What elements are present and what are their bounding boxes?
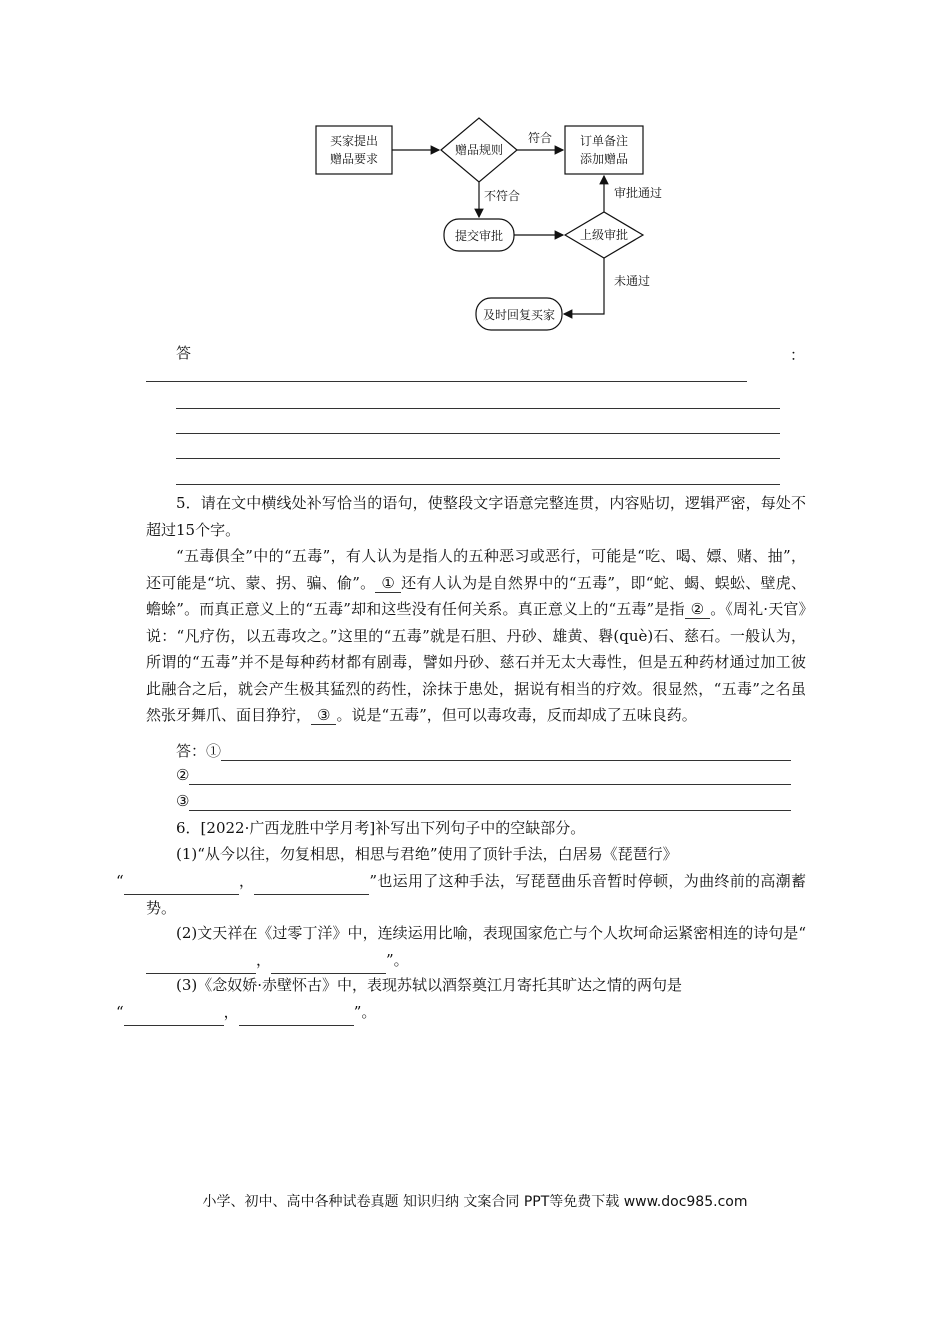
q6-s2-end: ”。: [386, 950, 409, 969]
q6-s2-comma: ，: [256, 950, 272, 969]
q5-blank-3[interactable]: ③: [311, 706, 336, 725]
order-note-label-2: 添加赠品: [579, 152, 629, 166]
buyer-request-label-2: 赠品要求: [329, 152, 379, 166]
q6-s1-blank-2[interactable]: [254, 868, 369, 896]
q5-blank-1[interactable]: ①: [375, 574, 401, 593]
q5-blank-2[interactable]: ②: [685, 600, 711, 619]
answer-line-5[interactable]: [176, 484, 780, 485]
q6-s3-blank-2[interactable]: [239, 999, 354, 1027]
order-note-label-1: 订单备注: [579, 134, 629, 148]
q5-answer-1: [176, 740, 791, 761]
q5-answer-2-label: ②: [176, 766, 190, 784]
q5-answer-line-2[interactable]: [189, 766, 791, 785]
q5-answer-line-3[interactable]: [189, 792, 791, 811]
q6-s3-end: ”。: [353, 1002, 377, 1021]
q5-title: 5．请在文中横线处补写恰当的语句，使整段文字语意完整连贯，内容贴切，逻辑严密，每处不超过15个字。: [146, 494, 806, 539]
q6-s1-open: “: [116, 871, 124, 890]
answer-colon: ：: [790, 346, 806, 364]
meets-label: 符合: [528, 131, 553, 145]
answer-line-3[interactable]: [176, 433, 780, 434]
superior-approval-label: 上级审批: [579, 228, 629, 242]
q6-s3-open: “: [116, 1002, 124, 1021]
q6-item-3: [116, 972, 806, 1026]
answer-label: 答: [176, 344, 192, 362]
answer-line-1[interactable]: [146, 381, 747, 382]
answer-line-4[interactable]: [176, 458, 780, 459]
q6-s2-a: (2)文天祥在《过零丁洋》中，连续运用比喻，表现国家危亡与个人坎坷命运紧密相连的诗句是“: [176, 924, 806, 942]
q6-s2-blank-2[interactable]: [271, 947, 386, 975]
not-meet-label: 不符合: [484, 189, 521, 203]
q6-s1-blank-1[interactable]: [124, 868, 239, 896]
q5-answer-3-label: ③: [176, 792, 190, 810]
q5-answer-2: [176, 766, 791, 785]
approved-label: 审批通过: [614, 186, 663, 200]
not-approved-label: 未通过: [614, 274, 651, 288]
q5-part3: 。《周礼·天官》说：“凡疗伤，以五毒攻之。”这里的“五毒”就是石胆、丹砂、雄黄、礜(què)石、慈石。一般认为，所谓的“五毒”并不是每种药材都有剧毒，譬如丹砂、慈石并无太大毒性，但是五种药材通过加工彼此融合之后，就会产生极其猛烈的药性，涂抹于患处，据说有相当的疗效。很显然，“五毒”之名虽然张牙舞爪、面目狰狞，: [146, 600, 806, 724]
q6-s1-a: (1)“从今以往，勿复相思，相思与君绝”使用了顶针手法，白居易《琵琶行》: [176, 845, 678, 863]
q6-s3-blank-1[interactable]: [124, 999, 224, 1027]
q6-s3-comma: ，: [223, 1002, 239, 1021]
q6-s3-a: (3)《念奴娇·赤壁怀古》中，表现苏轼以酒祭奠江月寄托其旷达之情的两句是: [176, 976, 683, 994]
q6-s2-blank-1[interactable]: [146, 947, 256, 975]
q5-passage: [146, 543, 806, 729]
q6-title: 6．[2022·广西龙胜中学月考]补写出下列句子中的空缺部分。: [176, 819, 586, 837]
q6-s1-b: ”也运用了这种手法，写琵琶曲乐音暂时停顿，为曲终前的高潮蓄势。: [146, 871, 806, 917]
q6-item-2: [146, 920, 806, 974]
q5-answer-line-1[interactable]: [221, 742, 791, 761]
q5-part4: 。说是“五毒”，但可以毒攻毒，反而却成了五味良药。: [336, 706, 697, 724]
q5-answer-label: 答：①: [176, 742, 222, 760]
q6-item-1: [116, 841, 806, 922]
q5-part2: 还有人认为是自然界中的“五毒”，即“蛇、蝎、蜈蚣、壁虎、蟾蜍”。而真正意义上的“五毒”却和这些没有任何关系。真正意义上的“五毒”是指: [146, 573, 806, 618]
buyer-request-label-1: 买家提出: [329, 134, 379, 148]
reply-buyer-label: 及时回复买家: [482, 308, 556, 322]
q6-s1-comma: ，: [238, 871, 255, 890]
gift-rules-label: 赠品规则: [454, 143, 504, 157]
q5-part1: “五毒俱全”中的“五毒”，有人认为是指人的五种恶习或恶行，可能是“吃、喝、嫖、赌、抽”，还可能是“坑、蒙、拐、骗、偷”。: [146, 547, 806, 592]
gift-flowchart: [0, 0, 950, 340]
q5-answer-3: [176, 792, 791, 811]
answer-line-2[interactable]: [176, 408, 780, 409]
submit-approval-label: 提交审批: [454, 229, 504, 243]
page-footer: 小学、初中、高中各种试卷真题 知识归纳 文案合同 PPT等免费下载 www.doc985.com: [202, 1194, 748, 1210]
